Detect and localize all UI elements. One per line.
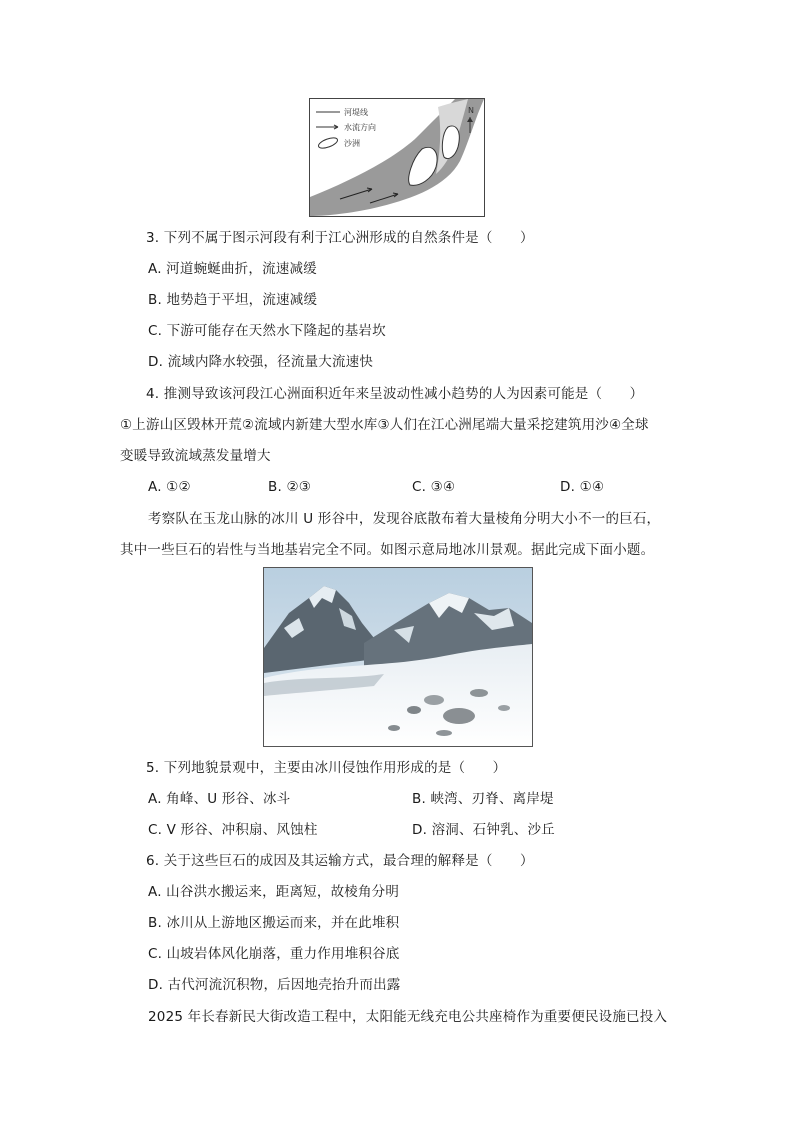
q3-option-b: B. 地势趋于平坦，流速减缓 xyxy=(148,292,318,308)
q4-option-a: A. ①② xyxy=(148,479,191,495)
legend-sandbar-label: 沙洲 xyxy=(344,139,360,148)
q3-option-d: D. 流域内降水较强，径流量大流速快 xyxy=(148,354,374,370)
legend-flow-label: 水流方向 xyxy=(344,123,376,132)
q4-option-d: D. ①④ xyxy=(560,479,605,495)
trailing-paragraph-line1: 2025 年长春新民大街改造工程中，太阳能无线充电公共座椅作为重要便民设施已投入 xyxy=(148,1009,668,1025)
q6-option-d: D. 古代河流沉积物，后因地壳抬升而出露 xyxy=(148,977,401,993)
q4-list-line1: ①上游山区毁林开荒②流域内新建大型水库③人们在江心洲尾端大量采挖建筑用沙④全球 xyxy=(120,417,649,433)
q5-option-a: A. 角峰、U 形谷、冰斗 xyxy=(148,791,291,807)
q6-option-a: A. 山谷洪水搬运来，距离短，故棱角分明 xyxy=(148,884,400,900)
sandbar-icon xyxy=(317,136,339,150)
river-sandbar-map xyxy=(309,98,485,217)
q4-option-b: B. ②③ xyxy=(268,479,312,495)
q5-option-c: C. V 形谷、冲积扇、风蚀柱 xyxy=(148,822,318,838)
glacier-photo-graphic xyxy=(264,568,532,746)
river-map-graphic xyxy=(310,99,484,216)
q5-stem: 5. 下列地貌景观中，主要由冰川侵蚀作用形成的是（ ） xyxy=(146,760,507,776)
q3-option-a: A. 河道蜿蜒曲折，流速减缓 xyxy=(148,261,317,277)
legend-levee-label: 河堤线 xyxy=(344,108,368,117)
q4-option-c: C. ③④ xyxy=(412,479,456,495)
q4-stem: 4. 推测导致该河段江心洲面积近年来呈波动性减小趋势的人为因素可能是（ ） xyxy=(146,386,644,402)
q3-stem: 3. 下列不属于图示河段有利于江心洲形成的自然条件是（ ） xyxy=(146,230,534,246)
q5-option-b: B. 峡湾、刃脊、离岸堤 xyxy=(412,791,554,807)
passage-line1: 考察队在玉龙山脉的冰川 U 形谷中，发现谷底散布着大量棱角分明大小不一的巨石， xyxy=(148,511,661,527)
glacier-landscape-photo xyxy=(263,567,533,747)
q6-stem: 6. 关于这些巨石的成因及其运输方式，最合理的解释是（ ） xyxy=(146,853,534,869)
q4-list-line2: 变暖导致流域蒸发量增大 xyxy=(120,448,271,464)
passage-line2: 其中一些巨石的岩性与当地基岩完全不同。如图示意局地冰川景观。据此完成下面小题。 xyxy=(120,542,655,558)
q6-option-b: B. 冰川从上游地区搬运而来，并在此堆积 xyxy=(148,915,400,931)
q5-option-d: D. 溶洞、石钟乳、沙丘 xyxy=(412,822,555,838)
q3-option-c: C. 下游可能存在天然水下隆起的基岩坎 xyxy=(148,323,386,339)
north-label: N xyxy=(468,106,474,115)
q6-option-c: C. 山坡岩体风化崩落，重力作用堆积谷底 xyxy=(148,946,400,962)
